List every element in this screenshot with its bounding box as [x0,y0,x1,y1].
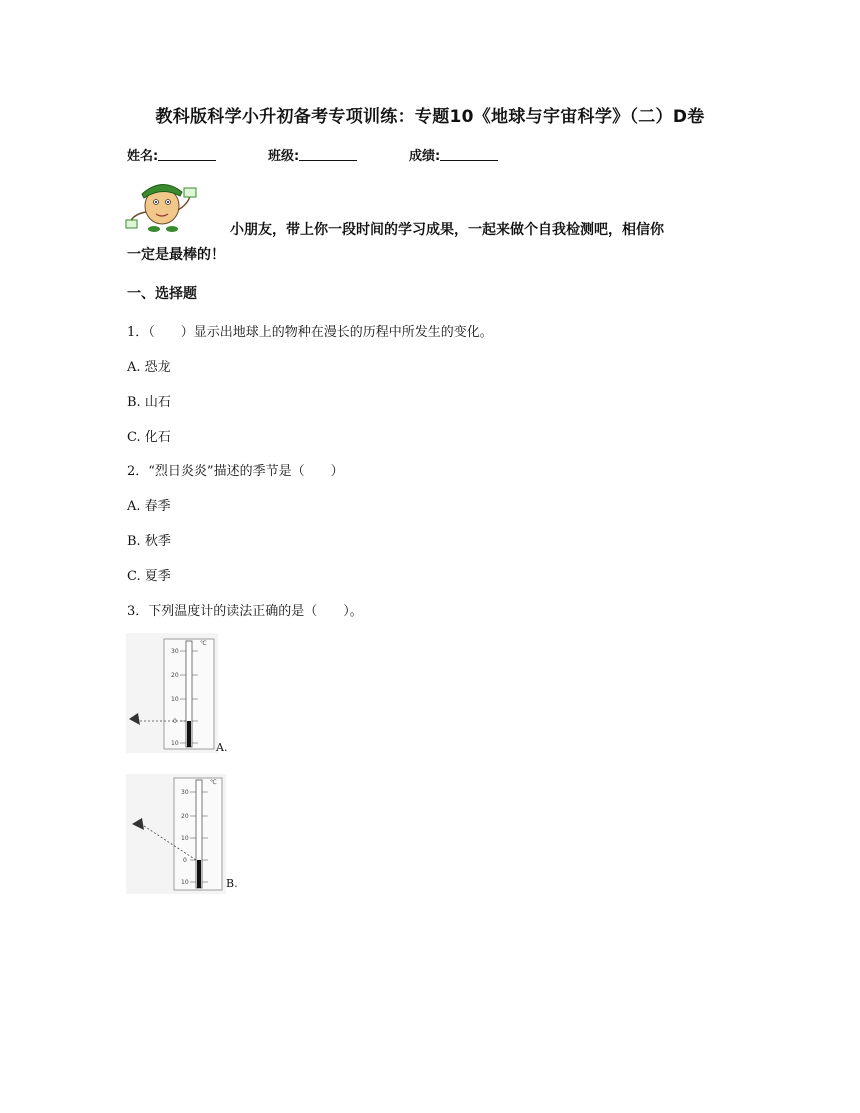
thermo-a-tick-10: 10 [171,696,179,703]
q1-option-b[interactable]: B. 山石 [127,395,171,410]
intro-line-1: 小朋友，带上你一段时间的学习成果，一起来做个自我检测吧，相信你 [230,222,664,238]
question-3: 3．下列温度计的读法正确的是（ ）。 [127,604,363,619]
thermo-a-tick-minus10: 10 [171,740,179,747]
thermo-b-tick-30: 30 [181,789,189,796]
question-2: 2．“烈日炎炎”描述的季节是（ ） [127,464,344,479]
intro-line-2: 一定是最棒的！ [127,247,225,263]
q2-option-b[interactable]: B. 秋季 [127,534,171,549]
thermometer-a-image [126,633,218,753]
class-field [268,145,357,164]
q3-option-b[interactable]: B. [226,877,238,890]
thermo-a-tick-20: 20 [171,672,179,679]
thermo-a-tick-0: 0 [173,718,177,725]
thermo-b-tick-minus10: 10 [181,879,189,886]
page-title: 教科版科学小升初备考专项训练：专题10《地球与宇宙科学》（二）D卷 [155,107,705,127]
name-field [127,145,216,164]
score-field [409,145,498,164]
q1-option-a[interactable]: A. 恐龙 [127,360,171,375]
class-label: 班级: [268,149,300,164]
q2-option-c[interactable]: C. 夏季 [127,569,171,584]
name-blank [158,148,216,161]
thermo-b-tick-20: 20 [181,813,189,820]
mascot-icon [124,174,204,234]
thermometer-b-image [126,774,226,894]
thermo-a-tick-30: 30 [171,648,179,655]
question-1: 1．（ ）显示出地球上的物种在漫长的历程中所发生的变化。 [127,325,493,340]
thermo-b-unit: ℃ [210,779,217,786]
score-label: 成绩: [409,149,441,164]
thermo-b-tick-10: 10 [181,835,189,842]
q1-option-c[interactable]: C. 化石 [127,430,171,445]
q3-option-a[interactable]: A. [216,741,228,754]
q2-option-a[interactable]: A. 春季 [127,499,171,514]
thermo-a-unit: ℃ [200,640,207,647]
section-title: 一、选择题 [127,286,197,302]
class-blank [299,148,357,161]
thermo-b-tick-0: 0 [183,857,187,864]
score-blank [440,148,498,161]
name-label: 姓名: [127,149,159,164]
